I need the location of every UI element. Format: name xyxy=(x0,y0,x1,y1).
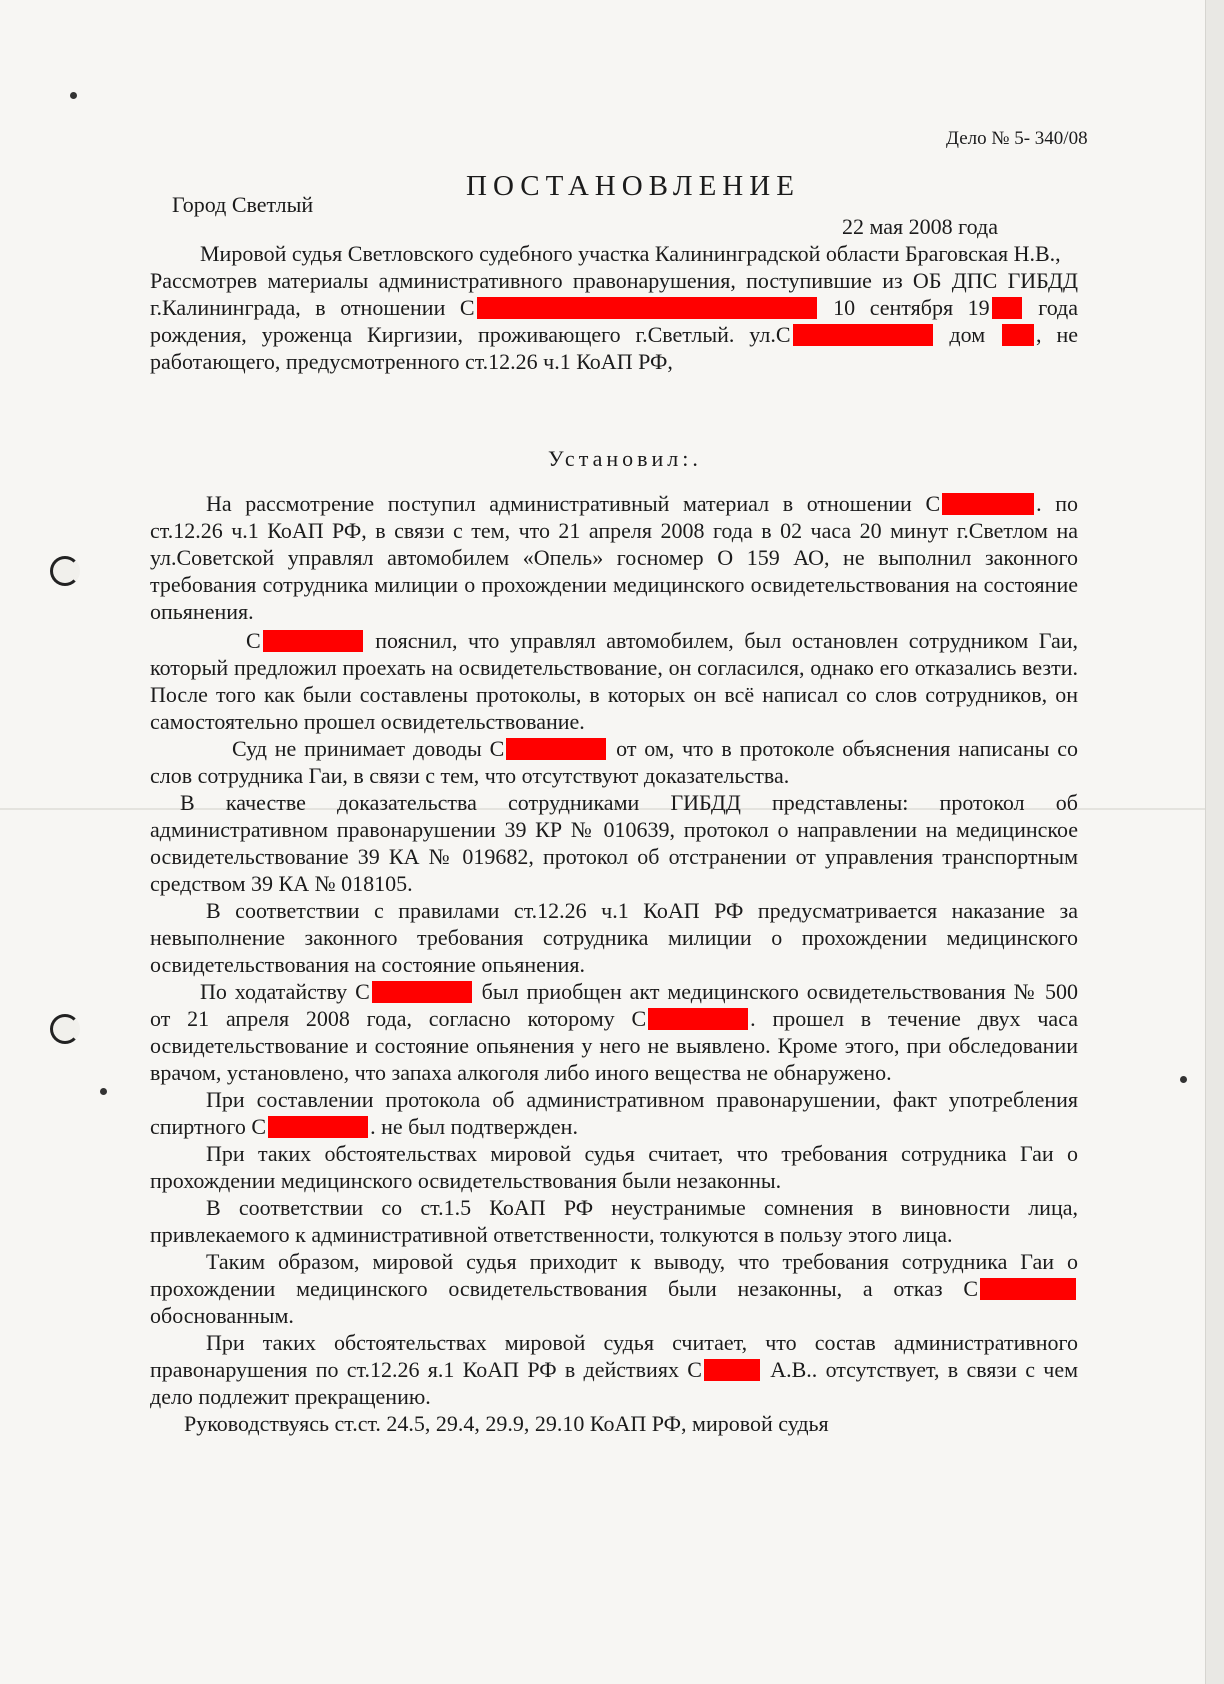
paper-edge xyxy=(1205,0,1224,1684)
redaction-box xyxy=(506,738,606,760)
redaction-box xyxy=(704,1359,760,1381)
text: А.В.. отсутствует, в связи с чем дело подлежит прекращению. xyxy=(150,1357,1079,1409)
text: С xyxy=(246,628,261,653)
punch-hole-top xyxy=(50,556,80,586)
body-block xyxy=(150,490,1078,1437)
document-title: ПОСТАНОВЛЕНИЕ xyxy=(466,170,800,202)
considered-paragraph xyxy=(150,267,1078,375)
paragraph-1 xyxy=(150,490,1078,625)
paragraph-2 xyxy=(150,627,1078,735)
punch-hole-bottom xyxy=(50,1014,80,1044)
text: Таким образом, мировой судья приходит к выводу, что требования сотрудника Гаи о прохождении медицинского освидетельствования были незаконны, а отказ С xyxy=(150,1249,1078,1301)
speck xyxy=(1180,1076,1187,1083)
considered-text-5: , не работающего, предусмотренного ст.12.26 ч.1 КоАП РФ, xyxy=(150,322,1079,374)
paragraph-3 xyxy=(150,735,1078,789)
text: . прошел в течение двух часа освидетельствование и состояние опьянения у него не выявлено. Кроме этого, при обследовании врачом, установлено, что запаха алкоголя либо иного вещества не обнаружено. xyxy=(150,1006,1078,1085)
text: был приобщен акт медицинского освидетельствования № 500 от 21 апреля 2008 года, согласно которому С xyxy=(150,979,1078,1031)
paragraph-8: При таких обстоятельствах мировой судья считает, что требования сотрудника Гаи о прохождении медицинского освидетельствования были незаконны. xyxy=(150,1141,1078,1193)
redaction-box xyxy=(793,324,933,346)
text: Суд не принимает доводы С xyxy=(232,736,505,761)
redaction-box xyxy=(942,493,1034,515)
paragraph-12: Руководствуясь ст.ст. 24.5, 29.4, 29.9, 29.10 КоАП РФ, мировой судья xyxy=(184,1411,829,1436)
redaction-box xyxy=(477,297,817,319)
paragraph-4: В качестве доказательства сотрудниками ГИБДД представлены: протокол об административном правонарушении 39 КР № 010639, протокол о направлении на медицинское освидетельствование 39 КА № 019682, протокол об отстранении от управления транспортным средством 39 КА № 018105. xyxy=(150,790,1078,896)
text: По ходатайству С xyxy=(200,979,370,1004)
redaction-box xyxy=(980,1278,1076,1300)
paragraph-11 xyxy=(150,1329,1078,1410)
text: обоснованным. xyxy=(150,1303,294,1328)
section-heading: Установил:. xyxy=(548,446,702,471)
considered-text-1: Рассмотрев материалы административного правонарушения, поступившие из ОБ ДПС ГИБДД г.Калининграда, в отношении С xyxy=(150,268,1078,320)
redaction-box xyxy=(992,297,1022,319)
redaction-box xyxy=(268,1116,368,1138)
considered-text-3: года рождения, уроженца Киргизии, проживающего г.Светлый. ул.С xyxy=(150,295,1079,347)
text: от ом, что в протоколе объяснения написаны со слов сотрудника Гаи, в связи с тем, что отсутствуют доказательства. xyxy=(150,736,1078,788)
paragraph-6 xyxy=(150,978,1078,1086)
considered-text-4: дом xyxy=(949,322,986,347)
paragraph-9: В соответствии со ст.1.5 КоАП РФ неустранимые сомнения в виновности лица, привлекаемого к административной ответственности, толкуются в пользу этого лица. xyxy=(150,1195,1078,1247)
judge-paragraph: Мировой судья Светловского судебного участка Калининградской области Браговская Н.В., xyxy=(200,241,1061,266)
case-number: Дело № 5- 340/08 xyxy=(946,128,1088,149)
paragraph-10 xyxy=(150,1248,1078,1329)
paragraph-7 xyxy=(150,1086,1078,1140)
redaction-box xyxy=(372,981,472,1003)
text: На рассмотрение поступил административный материал в отношении С xyxy=(206,491,941,516)
city-line: Город Светлый xyxy=(172,192,314,217)
redaction-box xyxy=(648,1008,748,1030)
redaction-box xyxy=(1002,324,1034,346)
intro-block xyxy=(150,240,1078,375)
document-date: 22 мая 2008 года xyxy=(842,214,998,239)
text: . по ст.12.26 ч.1 КоАП РФ, в связи с тем, что 21 апреля 2008 года в 02 часа 20 минут г.Светлом на ул.Советской управлял автомобилем «Опель» госномер О 159 АО, не выполнил законного требования сотрудника милиции о прохождении медицинского освидетельствования на состояние опьянения. xyxy=(150,491,1079,624)
text: При составлении протокола об административном правонарушении, факт употребления спиртного С xyxy=(150,1087,1078,1139)
text: При таких обстоятельствах мировой судья считает, что состав административного правонарушения по ст.12.26 я.1 КоАП РФ в действиях С xyxy=(150,1330,1078,1382)
considered-text-2: 10 сентября 19 xyxy=(833,295,990,320)
text: пояснил, что управлял автомобилем, был остановлен сотрудником Гаи, который предложил проехать на освидетельствование, он согласился, однако его отказались везти. После того как были составлены протоколы, в которых он всё написал со слов сотрудников, он самостоятельно прошел освидетельствование. xyxy=(150,628,1078,734)
paragraph-5: В соответствии с правилами ст.12.26 ч.1 КоАП РФ предусматривается наказание за невыполнение законного требования сотрудника милиции о прохождении медицинского освидетельствования на состояние опьянения. xyxy=(150,898,1078,977)
text: . не был подтвержден. xyxy=(370,1114,578,1139)
speck xyxy=(70,92,77,99)
redaction-box xyxy=(263,630,363,652)
speck xyxy=(100,1088,107,1095)
